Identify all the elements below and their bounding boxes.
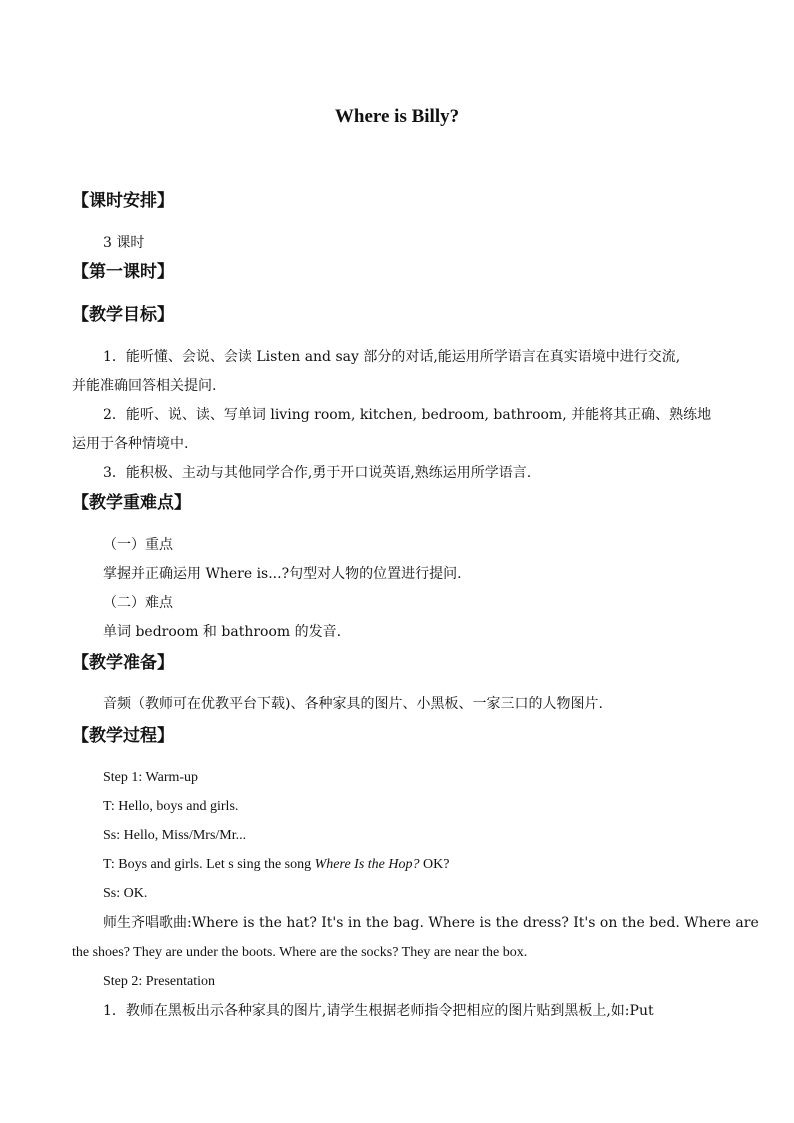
song-title: Where Is the Hop? [314, 857, 420, 872]
dialogue-line-3-post: OK? [419, 857, 450, 872]
goal2-line2: 运用于各种情境中. [72, 436, 189, 452]
page-title: Where is Billy? [334, 106, 460, 127]
goal3-line: 3．能积极、主动与其他同学合作,勇于开口说英语,熟练运用所学语言. [103, 465, 532, 481]
process-heading: 【教学过程】 [72, 726, 174, 746]
key2-text: 单词 bedroom 和 bathroom 的发音. [103, 624, 342, 640]
dialogue-line-4: Ss: OK. [103, 886, 148, 901]
goal2-line1: 2．能听、说、读、写单词 living room, kitchen, bedroom, bathroom, 并能将其正确、熟练地 [103, 407, 712, 423]
goal1-line2: 并能准确回答相关提问. [72, 378, 217, 394]
key1-label: （一）重点 [103, 537, 173, 553]
song-line-1: 师生齐唱歌曲:Where is the hat? It's in the bag. Where is the dress? It's on the bed. Where are [103, 915, 759, 931]
schedule-heading: 【课时安排】 [72, 191, 174, 211]
key2-label: （二）难点 [103, 595, 173, 611]
step1-label: Step 1: Warm-up [103, 770, 199, 785]
prep-text: 音频（教师可在优教平台下载)、各种家具的图片、小黑板、一家三口的人物图片. [103, 696, 603, 712]
dialogue-line-1: T: Hello, boys and girls. [103, 799, 239, 814]
dialogue-line-3-pre: T: Boys and girls. Let s sing the song [103, 857, 315, 872]
key-heading: 【教学重难点】 [72, 493, 191, 513]
song-line-2: the shoes? They are under the boots. Where are the socks? They are near the box. [72, 945, 528, 960]
presentation-line-1: 1．教师在黑板出示各种家具的图片,请学生根据老师指令把相应的图片贴到黑板上,如:Put [103, 1003, 654, 1019]
dialogue-line-3 [103, 855, 449, 875]
goal1-line1: 1．能听懂、会说、会读 Listen and say 部分的对话,能运用所学语言在真实语境中进行交流, [103, 349, 681, 365]
dialogue-line-2: Ss: Hello, Miss/Mrs/Mr... [103, 828, 247, 843]
goals-heading: 【教学目标】 [72, 305, 174, 325]
prep-heading: 【教学准备】 [72, 653, 174, 673]
step2-label: Step 2: Presentation [103, 974, 215, 989]
key1-text: 掌握并正确运用 Where is...?句型对人物的位置进行提问. [103, 566, 462, 582]
lesson1-heading: 【第一课时】 [72, 262, 174, 282]
schedule-text: 3 课时 [103, 235, 145, 251]
